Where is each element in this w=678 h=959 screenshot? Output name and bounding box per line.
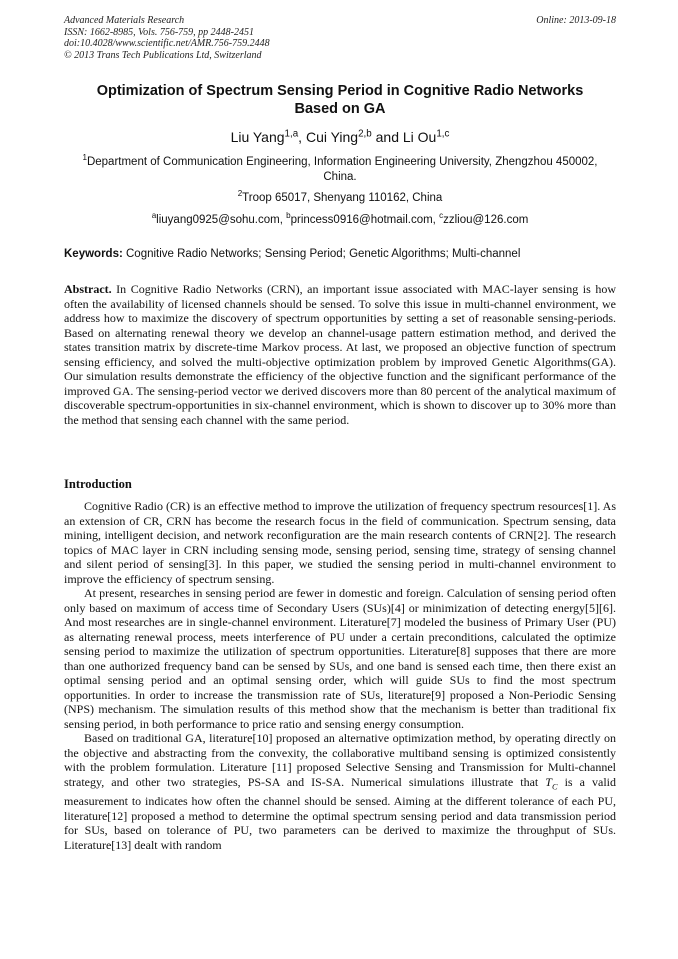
online-date: Online: 2013-09-18 [536,15,616,26]
title-line-1: Optimization of Spectrum Sensing Period in Cognitive Radio Networks [96,83,584,99]
author-emails [64,213,616,228]
journal-name: Advanced Materials Research [64,15,185,26]
affiliation-1-text: Department of Communication Engineering, Information Engineering University, Zhengzhou 450002, China. [86,156,598,183]
copyright-line: © 2013 Trans Tech Publications Ltd, Switzerland [64,49,262,61]
keywords-label: Keywords: [64,248,123,260]
affiliation-1 [64,155,616,184]
keywords [64,247,616,261]
author-list [64,128,616,146]
email-a[interactable]: liuyang0925@sohu.com, [156,214,287,226]
intro-paragraph-3-part-a: Based on traditional GA, literature[10] proposed an alternative optimization method, by operating directly on the objective and abstracting from the convexity, the collaborative multiband sensing is optimized consistently with the problem formulation. Literature [11] proposed Selective Sensing and Transmission for Multi-channel strategy, and other two strategies, PS-SA and IS-SA. Numerical simulations illustrate that [64,731,616,789]
affiliation-2-text: Troop 65017, Shenyang 110162, China [242,192,443,204]
introduction-body [64,499,616,852]
author-2-affil: 2,b [358,128,372,140]
author-2: Cui Ying [305,129,359,145]
email-a-marker: a [151,211,157,221]
title-line-2: Based on GA [294,101,386,117]
email-b-marker: b [286,211,291,221]
email-c-marker: c [439,211,444,221]
intro-paragraph-1: Cognitive Radio (CR) is an effective method to improve the utilization of frequency spectrum resources[1]. As an extension of CR, CRN has become the research focus in the field of communication. Spectrum sensing, data mining, intelligent decision, and network reconfiguration are the main research contents of CRN[2]. The research topics of MAC layer in CRN including sensing mode, sensing period, sensing time, strategy of sensing channel and silent period of sensing[3]. In this paper, we studied the sensing period in multi-channel environment to improve the efficiency of spectrum sensing. [64,499,616,586]
tc-variable: T [545,774,552,789]
email-b[interactable]: princess0916@hotmail.com, [290,214,440,226]
affiliation-1-marker: 1 [82,153,87,163]
intro-paragraph-3-part-b: is a valid measurement to indicates how often the channel should be sensed. Aiming at the different tolerance of each PU, literature[12] proposed a method to determine the optimal spectrum sensing period and data transmission period for SUs, based on tolerance of PU, two parameters can be derived to maximize the throughput of SUs. Literature[13] dealt with random [64,774,616,852]
introduction-heading: Introduction [64,477,132,491]
journal-header [64,15,616,61]
abstract-text: In Cognitive Radio Networks (CRN), an important issue associated with MAC-layer sensing is how often the availability of licensed channels should be sensed. To solve this issue in multi-channel environment, we address how to maximize the discovery of spectrum opportunities by setting a set of reasonable sensing-periods. Based on alternating renewal theory we develop an channel-usage pattern estimation method, and derived the states transition matrix by discrete-time Markov process. At last, we proposed an objective function of spectrum sensing efficiency, and solved the multi-objective optimization problem by improved Genetic Algorithms(GA). Our simulation results demonstrate the efficiency of the objective function and the significant performance of the improved GA. The sensing-period vector we derived discovers more than 80 percent of the analytical maximum of discoverable spectrum-opportunities in six-channel environment, which is shown to discover up to 30% more than the method that sensing each channel with the same period. [64,282,616,427]
keywords-text: Cognitive Radio Networks; Sensing Period; Genetic Algorithms; Multi-channel [122,248,521,260]
author-3-affil: 1,c [436,128,450,140]
intro-paragraph-3 [64,731,616,852]
affiliation-2-marker: 2 [237,189,243,199]
paper-title [64,82,616,118]
doi-line: doi:10.4028/www.scientific.net/AMR.756-759.2448 [64,38,270,49]
author-separator-2: and [371,129,403,145]
author-separator-1: , [298,129,306,145]
email-c[interactable]: zzliou@126.com [443,214,529,226]
issn-line: ISSN: 1662-8985, Vols. 756-759, pp 2448-2451 [64,26,254,38]
author-3: Li Ou [402,129,437,145]
abstract-label: Abstract. [64,282,112,296]
abstract [64,282,616,427]
tc-subscript: C [551,781,558,791]
author-1-affil: 1,a [284,128,299,140]
author-1: Liu Yang [230,129,285,145]
intro-paragraph-2: At present, researches in sensing period are fewer in domestic and foreign. Calculation of sensing period often only based on maximum of access time of Secondary Users (SUs)[4] or minimization of detecting energy[5][6]. And most researches are in single-channel environment. Literature[7] modeled the business of Primary User (PU) as alternating renewal process, meets interference of PU under a certain preconditions, calculated the optimize sensing period to maximize the utilization of spectrum opportunities. Literature[8] supposes that there are more than one authorized frequency band can be sensed by SUs, and one band is sensed each time, then there exist an optimal sensing period and an optimal sensing order, which will guide SUs to find the most spectrum opportunities. In order to increase the transmission rate of SUs, literature[9] proposed a Non-Periodic Sensing (NPS) mechanism. The simulation results of this method show that the mechanism is better than traditional fix sensing period, in both performance to price ratio and sensing energy consumption. [64,586,616,731]
affiliation-2 [64,191,616,206]
